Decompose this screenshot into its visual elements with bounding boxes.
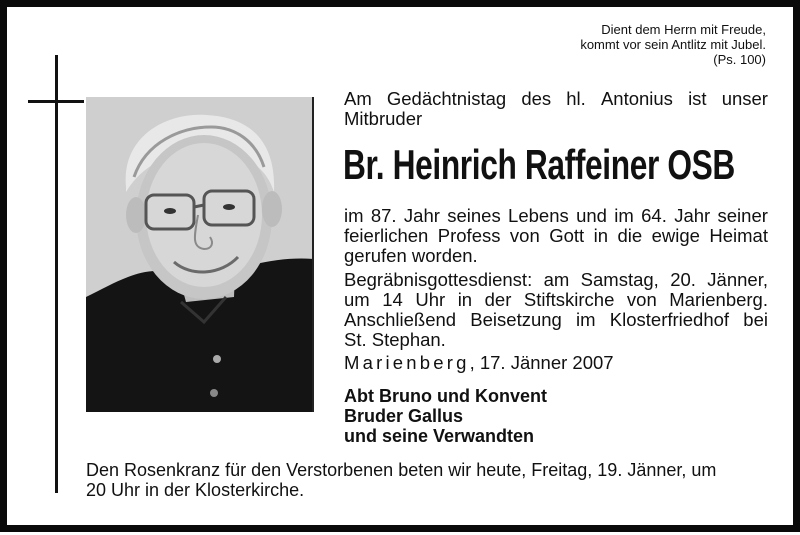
cross-icon [55,55,58,493]
intro-word: ist [688,88,707,109]
rosary-notice [86,460,776,500]
word: Profess [437,225,501,246]
word: Uhr [415,289,446,310]
life-line [344,226,768,246]
psalm-reference: (Ps. 100) [713,52,766,67]
word: 14 [382,289,403,310]
word: die [617,225,643,246]
word: und [576,205,607,226]
word: Beisetzung [470,309,562,330]
place-name: Marienberg [344,352,470,373]
place-date [344,353,614,373]
word: Jahr [403,205,440,226]
funeral-line [344,270,768,290]
funeral-line: St. Stephan. [344,329,446,350]
word: feierlichen [344,225,429,246]
signatories [344,386,547,446]
intro-word: Gedächtnistag [386,88,507,109]
word: Samstag, [580,269,659,290]
portrait-photo [86,97,314,412]
word: Gott [549,225,585,246]
word: seines [447,205,501,226]
portrait-image [86,97,314,412]
word: im [344,205,364,226]
word: 87. [370,205,397,226]
word: im [614,205,634,226]
word: ewige [651,225,700,246]
word: Jänner, [707,269,768,290]
intro-line-2: Mitbruder [344,108,423,129]
word: am [543,269,570,290]
psalm-line: kommt vor sein Antlitz mit Jubel. [580,37,766,52]
word: Marienberg. [669,289,768,310]
psalm-line: Dient dem Herrn mit Freude, [601,22,766,37]
word: 20. [670,269,696,290]
word: Lebens [508,205,569,226]
funeral-line [344,310,768,330]
signatory: Bruder Gallus [344,406,464,426]
word: Klosterfriedhof [609,309,730,330]
intro-word: Am [344,88,372,109]
word: Heimat [709,225,768,246]
word: Begräbnisgottesdienst: [344,269,533,290]
deceased-name: Br. Heinrich Raffeiner OSB [343,141,735,188]
funeral-paragraph [344,270,768,350]
word: von [626,289,657,310]
life-paragraph [344,206,768,266]
cross-icon-crossbar [28,100,84,103]
date-text: , 17. Jänner 2007 [469,352,614,373]
word: bei [743,309,768,330]
word: Jahr [674,205,711,226]
word: 64. [641,205,667,226]
word: der [484,289,512,310]
intro-word: hl. [566,88,586,109]
word: in [593,225,608,246]
word: von [509,225,540,246]
intro-word: unser [721,88,768,109]
funeral-line [344,290,768,310]
signatory: und seine Verwandten [344,426,535,446]
intro-text [344,89,768,129]
intro-word: des [521,88,552,109]
signatory: Abt Bruno und Konvent [344,386,547,406]
word: im [576,309,596,330]
rosary-line: 20 Uhr in der Klosterkirche. [86,480,305,500]
word: seiner [717,205,768,226]
word: in [457,289,473,310]
word: Stiftskirche [523,289,615,310]
psalm-quote [580,22,766,67]
life-line: gerufen worden. [344,245,478,266]
word: Anschließend [344,309,457,330]
intro-word: Antonius [600,88,673,109]
rosary-line: Den Rosenkranz für den Verstorbenen beten wir heute, Freitag, 19. Jänner, um [86,460,717,480]
life-line [344,206,768,226]
word: um [344,289,370,310]
intro-line-1 [344,89,768,109]
